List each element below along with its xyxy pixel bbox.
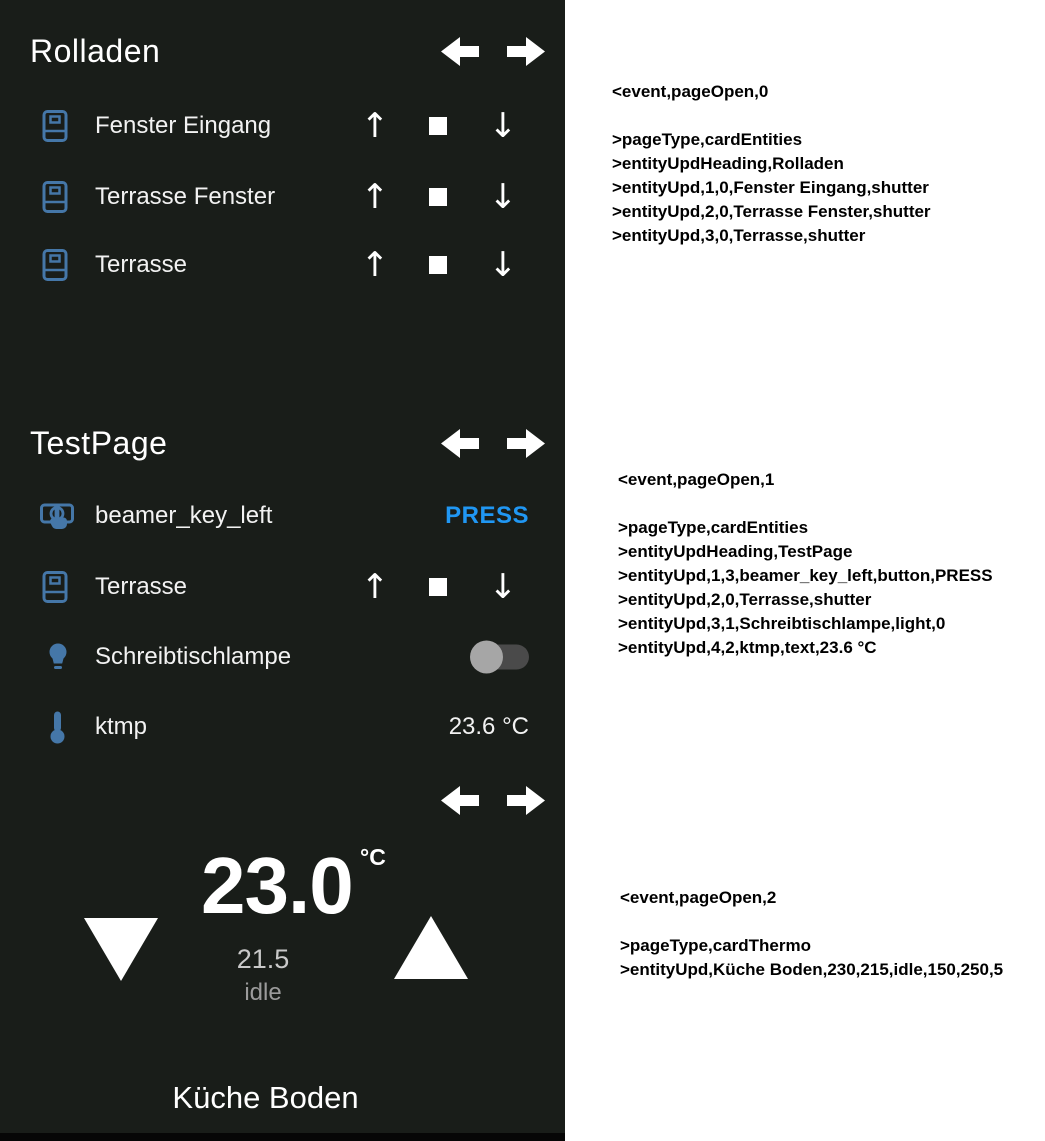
shutter-down-button[interactable]: ↓ (488, 245, 518, 285)
log-line: >pageType,cardEntities (612, 130, 803, 149)
shutter-up-button[interactable]: ↑ (360, 245, 390, 285)
log-line: >pageType,cardThermo (620, 936, 811, 955)
log-line: <event,pageOpen,1 (618, 470, 775, 489)
shutter-stop-button[interactable] (429, 117, 447, 135)
shutter-icon (42, 249, 68, 282)
thermometer-icon (49, 710, 66, 744)
log-block-page0 (612, 80, 931, 248)
toggle-knob (470, 641, 503, 674)
shutter-stop-button[interactable] (429, 256, 447, 274)
log-line: >entityUpd,Küche Boden,230,215,idle,150,250,5 (620, 960, 1004, 979)
log-line: >entityUpd,3,1,Schreibtischlampe,light,0 (618, 614, 946, 633)
page-title: Rolladen (30, 32, 161, 69)
entity-row (0, 628, 565, 686)
log-line: >entityUpd,2,0,Terrasse,shutter (618, 590, 872, 609)
thermostat-name: Küche Boden (172, 1080, 359, 1115)
entity-label: Terrasse Fenster (95, 183, 276, 210)
shutter-stop-button[interactable] (429, 578, 447, 596)
press-button[interactable]: PRESS (445, 502, 529, 529)
page-nav (441, 35, 545, 68)
nav-arrow-right-icon[interactable] (507, 784, 545, 817)
log-block-page1 (618, 468, 993, 660)
screen-bottom-strip (0, 1133, 565, 1141)
temp-increase-button[interactable] (394, 916, 468, 984)
entity-row (0, 236, 565, 294)
tap-button-icon (40, 499, 74, 533)
shutter-icon (42, 110, 68, 143)
nav-arrow-right-icon[interactable] (507, 35, 545, 68)
entity-label: Schreibtischlampe (95, 643, 292, 670)
shutter-up-button[interactable]: ↑ (360, 177, 390, 217)
card-header-thermo (30, 777, 545, 823)
log-line: <event,pageOpen,2 (620, 888, 777, 907)
entity-row (0, 698, 565, 756)
shutter-icon (42, 571, 68, 604)
log-line: <event,pageOpen,0 (612, 82, 769, 101)
log-line: >pageType,cardEntities (618, 518, 809, 537)
entity-label: ktmp (95, 713, 148, 740)
page-nav (441, 784, 545, 817)
lightbulb-icon (45, 642, 71, 673)
entity-label: Fenster Eingang (95, 112, 272, 139)
entity-label: beamer_key_left (95, 502, 273, 529)
log-block-page2 (620, 886, 1003, 982)
entity-row (0, 168, 565, 226)
nav-arrow-right-icon[interactable] (507, 427, 545, 460)
log-line: >entityUpdHeading,Rolladen (612, 154, 844, 173)
page-title: TestPage (30, 424, 168, 461)
log-line: >entityUpd,2,0,Terrasse Fenster,shutter (612, 202, 931, 221)
card-header-testpage (30, 420, 545, 466)
light-toggle-switch[interactable] (470, 641, 530, 674)
setpoint-temperature: 21.5 (236, 944, 290, 974)
shutter-up-button[interactable]: ↑ (360, 567, 390, 607)
nav-arrow-left-icon[interactable] (441, 35, 479, 68)
log-line: >entityUpd,4,2,ktmp,text,23.6 °C (618, 638, 877, 657)
shutter-down-button[interactable]: ↓ (488, 106, 518, 146)
shutter-icon (42, 181, 68, 214)
temperature-unit: °C (360, 844, 386, 870)
log-line: >entityUpd,1,3,beamer_key_left,button,PRESS (618, 566, 993, 585)
log-line: >entityUpdHeading,TestPage (618, 542, 853, 561)
entity-label: Terrasse (95, 573, 188, 600)
card-header-rolladen (30, 28, 545, 74)
current-temperature: 23.0 (201, 841, 353, 930)
log-line: >entityUpd,3,0,Terrasse,shutter (612, 226, 866, 245)
entity-row (0, 97, 565, 155)
entity-row (0, 487, 565, 545)
log-line: >entityUpd,1,0,Fenster Eingang,shutter (612, 178, 929, 197)
hvac-status: idle (244, 979, 282, 1006)
nav-arrow-left-icon[interactable] (441, 427, 479, 460)
temp-decrease-button[interactable] (84, 918, 158, 986)
entity-row (0, 558, 565, 616)
sensor-value: 23.6 °C (448, 713, 529, 740)
shutter-down-button[interactable]: ↓ (488, 177, 518, 217)
entity-label: Terrasse (95, 251, 188, 278)
shutter-down-button[interactable]: ↓ (488, 567, 518, 607)
nav-arrow-left-icon[interactable] (441, 784, 479, 817)
page-nav (441, 427, 545, 460)
shutter-up-button[interactable]: ↑ (360, 106, 390, 146)
shutter-stop-button[interactable] (429, 188, 447, 206)
